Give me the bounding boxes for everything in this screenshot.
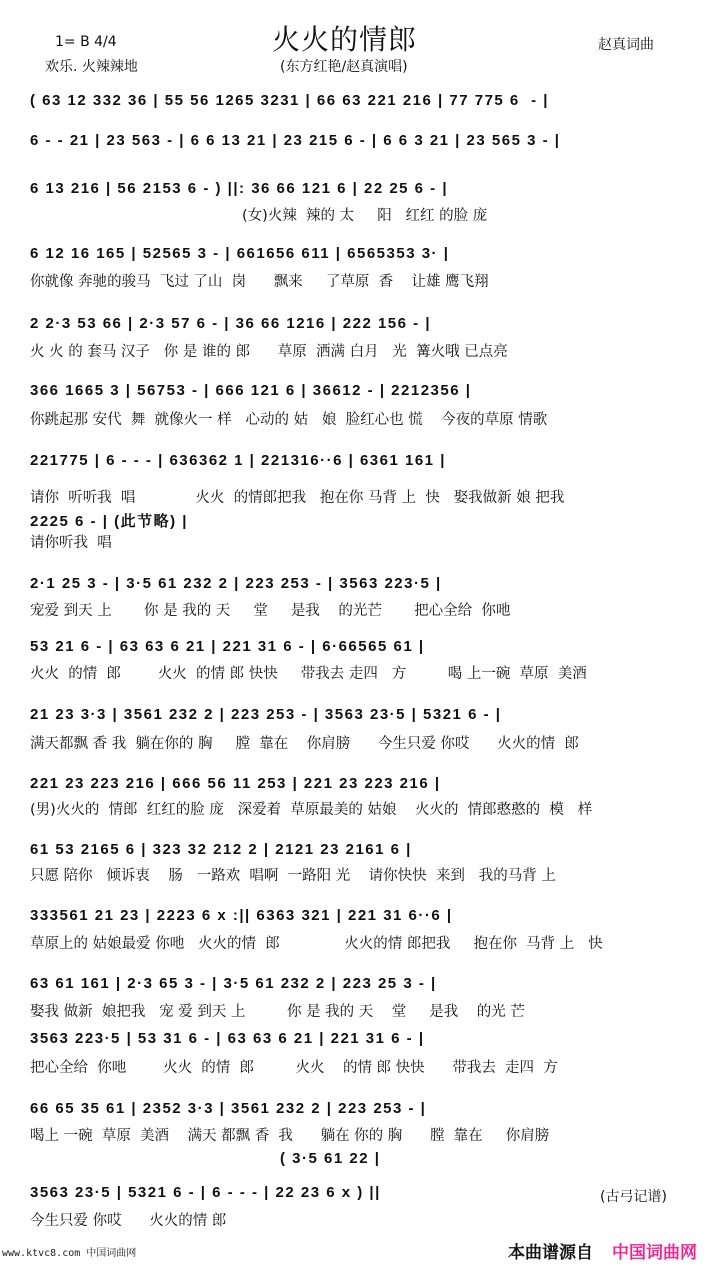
watermark: www.ktvc8.com 中国词曲网	[2, 1248, 137, 1259]
notation-row: 221775 | 6 - - - | 636362 1 | 221316··6 | 6361 161 |	[30, 452, 446, 469]
lyrics-row: 火 火 的 套马 汉子 你 是 谁的 郎 草原 洒满 白月 光 篝火哦 已点亮	[30, 344, 508, 360]
lyrics-row: 今生只爱 你哎 火火的情 郎	[30, 1213, 227, 1229]
notation-row: 366 1665 3 | 56753 - | 666 121 6 | 36612 - | 2212356 |	[30, 382, 472, 399]
lyrics-row: 火火 的情 郎 火火 的情 郎 快快 带我去 走四 方 喝 上一碗 草原 美酒	[30, 666, 587, 682]
notation-row: 6 13 216 | 56 2153 6 - ) ||: 36 66 121 6 | 22 25 6 - |	[30, 180, 449, 197]
notation-row: 6 12 16 165 | 52565 3 - | 661656 611 | 6565353 3· |	[30, 245, 450, 262]
performers: (东方红艳/赵真演唱)	[280, 59, 408, 75]
source-brand: 中国词曲网	[612, 1243, 697, 1263]
notation-row: 21 23 3·3 | 3561 232 2 | 223 253 - | 3563 23·5 | 5321 6 - |	[30, 706, 502, 723]
tempo-marking: 欢乐. 火辣辣地	[45, 59, 138, 75]
notation-row: 3563 223·5 | 53 31 6 - | 63 63 6 21 | 221 31 6 - |	[30, 1030, 425, 1047]
lyrics-row: 喝上 一碗 草原 美酒 满天 都飘 香 我 躺在 你的 胸 膛 靠在 你肩膀	[30, 1128, 550, 1144]
notation-row: 6 - - 21 | 23 563 - | 6 6 13 21 | 23 215 6 - | 6 6 3 21 | 23 565 3 - |	[30, 132, 561, 149]
notation-row: 53 21 6 - | 63 63 6 21 | 221 31 6 - | 6·66565 61 |	[30, 638, 425, 655]
lyrics-row: 宠爱 到天 上 你 是 我的 天 堂 是我 的光芒 把心全给 你吔	[30, 603, 511, 619]
lyrics-row: 草原上的 姑娘最爱 你吔 火火的情 郎 火火的情 郎把我 抱在你 马背 上 快	[30, 936, 603, 952]
notation-row: ( 63 12 332 36 | 55 56 1265 3231 | 66 63 221 216 | 77 775 6 - |	[30, 92, 549, 109]
notation-row: 333561 21 23 | 2223 6 x :|| 6363 321 | 221 31 6··6 |	[30, 907, 453, 924]
lyrics-row: 请你 听听我 唱 火火 的情郎把我 抱在你 马背 上 快 娶我做新 娘 把我	[30, 490, 565, 506]
lyrics-row: 只愿 陪你 倾诉衷 肠 一路欢 唱啊 一路阳 光 请你快快 来到 我的马背 上	[30, 868, 556, 884]
notation-row: 2·1 25 3 - | 3·5 61 232 2 | 223 253 - | 3563 223·5 |	[30, 575, 442, 592]
notation-row: ( 3·5 61 22 |	[280, 1150, 381, 1167]
lyrics-row: 把心全给 你吔 火火 的情 郎 火火 的情 郎 快快 带我去 走四 方	[30, 1060, 558, 1076]
notation-row: 66 65 35 61 | 2352 3·3 | 3561 232 2 | 223 253 - |	[30, 1100, 427, 1117]
lyrics-row: 你就像 奔驰的骏马 飞过 了山 岗 飘来 了草原 香 让雄 鹰飞翔	[30, 274, 489, 290]
notation-row: 2 2·3 53 66 | 2·3 57 6 - | 36 66 1216 | 222 156 - |	[30, 315, 432, 332]
notation-row: 61 53 2165 6 | 323 32 212 2 | 2121 23 2161 6 |	[30, 841, 412, 858]
lyrics-row: 满天都飘 香 我 躺在你的 胸 膛 靠在 你肩膀 今生只爱 你哎 火火的情 郎	[30, 736, 579, 752]
notation-row: 221 23 223 216 | 666 56 11 253 | 221 23 223 216 |	[30, 775, 441, 792]
song-title: 火火的情郎	[272, 23, 418, 56]
lyrics-row: (女)火辣 辣的 太 阳 红红 的脸 庞	[30, 208, 488, 224]
source-label: 本曲谱源自	[508, 1243, 593, 1263]
lyrics-row: 娶我 做新 娘把我 宠 爱 到天 上 你 是 我的 天 堂 是我 的光 芒	[30, 1004, 525, 1020]
lyrics-row: 你跳起那 安代 舞 就像火一 样 心动的 姑 娘 脸红心也 慌 今夜的草原 情歌	[30, 412, 548, 428]
notation-row: 2225 6 - | (此节略) |	[30, 513, 188, 530]
key-signature: 1= B 4/4	[55, 34, 117, 50]
lyrics-row: (男)火火的 情郎 红红的脸 庞 深爱着 草原最美的 姑娘 火火的 情郎憨憨的 模 样	[30, 802, 593, 818]
author: 赵真词曲	[598, 37, 654, 53]
notation-row: 63 61 161 | 2·3 65 3 - | 3·5 61 232 2 | 223 25 3 - |	[30, 975, 437, 992]
transcriber-credit: (古弓记谱)	[600, 1189, 667, 1205]
notation-row: 3563 23·5 | 5321 6 - | 6 - - - | 22 23 6 x ) ||	[30, 1184, 381, 1201]
lyrics-row: 请你听我 唱	[30, 535, 112, 551]
